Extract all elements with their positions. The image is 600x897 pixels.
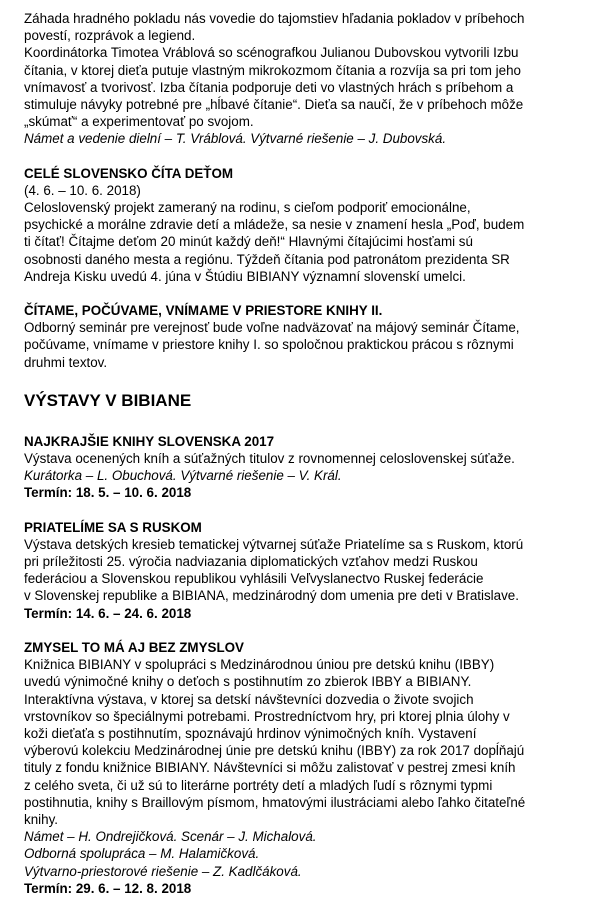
section-line: Andreja Kisku uvedú 4. júna v Štúdiu BIBIANY významní slovenskí umelci. bbox=[24, 268, 466, 284]
exhibition-line: pri príležitosti 25. výročia nadviazania diplomatických vzťahov medzi Ruskou bbox=[24, 554, 478, 570]
intro-line: vnímavosť a tvorivosť. Izba čítania podporuje deti vo vlastných hrách s príbehom a bbox=[24, 79, 514, 95]
intro-line: Koordinátorka Timotea Vráblová so scénografkou Julianou Dubovskou vytvorili Izbu bbox=[24, 45, 519, 61]
exhibition-line: Výstava ocenených kníh a súťažných titulov z rovnomennej celoslovenskej súťaže. bbox=[24, 451, 515, 467]
intro-credit: Námet a vedenie dielní – T. Vráblová. Výtvarné riešenie – J. Dubovská. bbox=[24, 131, 447, 147]
exhibition-line: v Slovenskej republike a BIBIANA, medzinárodný dom umenia pre deti v Bratislave. bbox=[24, 588, 519, 604]
section-line: ti čítať! Čítajme deťom 20 minút každý deň!“ Hlavnými čítajúcimi hosťami sú bbox=[24, 234, 473, 250]
intro-section bbox=[24, 0, 594, 148]
exhibition-line: vrstovníkov so špeciálnymi potrebami. Prostredníctvom hry, pri ktorej plnia úlohy v bbox=[24, 708, 510, 724]
section-line: Celoslovenský projekt zameraný na rodinu, s cieľom podporiť emocionálne, bbox=[24, 200, 471, 216]
intro-line: stimuluje návyky potrebné pre „hĺbavé čítanie“. Dieťa sa naučí, že v príbehoch môže bbox=[24, 97, 524, 113]
section-line: Odborný seminár pre verejnosť bude voľne nadväzovať na májový seminár Čítame, bbox=[24, 320, 520, 336]
vystavy-heading: VÝSTAVY V BIBIANE bbox=[24, 390, 192, 410]
section-cele-slovensko bbox=[24, 165, 594, 285]
section-line: osobnosti daného mesta a regiónu. Týždeň čítania pod patronátom prezidenta SR bbox=[24, 251, 510, 267]
exhibition-line: výberovú kolekciu Medzinárodnej únie pre detskú knihu (IBBY) za rok 2017 dopĺňajú bbox=[24, 743, 525, 759]
exhibition-zmysel bbox=[24, 639, 594, 897]
exhibition-line: knihy. bbox=[24, 811, 58, 827]
exhibition-credit: Kurátorka – L. Obuchová. Výtvarné riešenie – V. Král. bbox=[24, 468, 342, 484]
exhibition-line: Výstava detských kresieb tematickej výtvarnej súťaže Priatelíme sa s Ruskom, ktorú bbox=[24, 536, 524, 552]
exhibition-credit: Výtvarno-priestorové riešenie – Z. Kadlčáková. bbox=[24, 863, 302, 879]
intro-line: „skúmať“ a experimentovať po svojom. bbox=[24, 114, 254, 130]
section-dates: (4. 6. – 10. 6. 2018) bbox=[24, 182, 141, 198]
exhibition-line: Knižnica BIBIANY v spolupráci s Medzinárodnou úniou pre detskú knihu (IBBY) bbox=[24, 657, 495, 673]
exhibition-line: federáciou a Slovenskou republikou vyhlásili Veľvyslanectvo Ruskej federácie bbox=[24, 571, 484, 587]
exhibition-line: koži dieťaťa s postihnutím, spoznávajú hrdinov výnimočných kníh. Vystavení bbox=[24, 725, 477, 741]
exhibition-line: tituly z fondu knižnice BIBIANY. Návštevníci si môžu zalistovať v pestrej zmesi kníh bbox=[24, 760, 516, 776]
section-line: druhmi textov. bbox=[24, 354, 108, 370]
section-line: počúvame, vnímame v priestore knihy I. so spoločnou praktickou prácou s rôznymi bbox=[24, 337, 514, 353]
section-line: psychické a morálne zdravie detí a mládeže, sa nesie v znamení hesla „Poď, budem bbox=[24, 217, 525, 233]
exhibition-termin: Termín: 18. 5. – 10. 6. 2018 bbox=[24, 485, 192, 501]
exhibition-title: ZMYSEL TO MÁ AJ BEZ ZMYSLOV bbox=[24, 639, 244, 655]
exhibition-termin: Termín: 14. 6. – 24. 6. 2018 bbox=[24, 605, 192, 621]
document-page bbox=[24, 0, 594, 897]
exhibition-line: postihnutia, knihy s Braillovým písmom, hmatovými ilustráciami alebo ľahko čitateľné bbox=[24, 794, 526, 810]
section-citame bbox=[24, 302, 594, 371]
exhibition-termin: Termín: 29. 6. – 12. 8. 2018 bbox=[24, 880, 192, 896]
exhibition-line: uvedú výnimočné knihy o deťoch s postihnutím zo zbierok IBBY a BIBIANY. bbox=[24, 674, 472, 690]
exhibition-line: Interaktívna výstava, v ktorej sa detskí návštevníci dozvedia o živote svojich bbox=[24, 691, 474, 707]
section-title: CELÉ SLOVENSKO ČÍTA DEŤOM bbox=[24, 165, 234, 181]
intro-line: povestí, rozprávok a legiend. bbox=[24, 28, 196, 44]
intro-line: Záhada hradného pokladu nás vovedie do tajomstiev hľadania pokladov v príbehoch bbox=[24, 11, 525, 26]
exhibition-title: NAJKRAJŠIE KNIHY SLOVENSKA 2017 bbox=[24, 433, 275, 449]
exhibition-line: z celého sveta, či už sú to literárne portréty detí a mladých ľudí s rôznymi typmi bbox=[24, 777, 493, 793]
exhibition-najkrajsie bbox=[24, 433, 594, 502]
section-title: ČÍTAME, POČÚVAME, VNÍMAME V PRIESTORE KNIHY II. bbox=[24, 303, 383, 319]
exhibition-credit: Námet – H. Ondrejičková. Scenár – J. Michalová. bbox=[24, 829, 317, 845]
exhibition-priatelime bbox=[24, 519, 594, 622]
intro-line: čítania, v ktorej dieťa putuje vlastným mikrokozmom čítania a rozvíja sa pri tom jeho bbox=[24, 62, 521, 78]
exhibition-credit: Odborná spolupráca – M. Halamičková. bbox=[24, 846, 260, 862]
exhibition-title: PRIATELÍME SA S RUSKOM bbox=[24, 519, 202, 535]
